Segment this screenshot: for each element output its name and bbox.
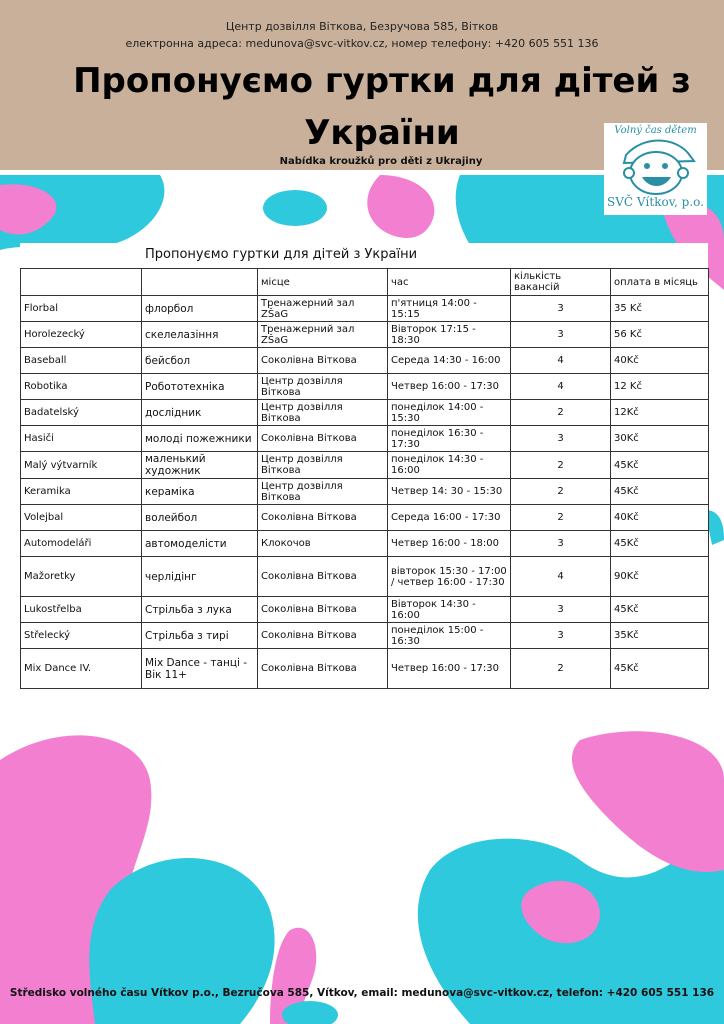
footer-contact: Středisko volného času Vítkov p.o., Bezručova 585, Vítkov, email: medunova@svc-vitkov.cz, telefon: +420 605 551 136 <box>9 987 715 999</box>
cell-vacancies: 3 <box>511 426 611 452</box>
cell-club-name-cz: Hasiči <box>21 426 142 452</box>
cell-place: Соколівна Віткова <box>258 426 388 452</box>
cell-club-name-cz: Florbal <box>21 296 142 322</box>
table-row <box>21 531 709 557</box>
cell-time: Вівторок 14:30 - 16:00 <box>388 597 511 623</box>
cell-club-name-cz: Automodeláři <box>21 531 142 557</box>
pink-blob-top-center <box>367 175 434 238</box>
cell-price: 45Kč <box>611 649 709 689</box>
table-row <box>21 400 709 426</box>
cell-vacancies: 3 <box>511 322 611 348</box>
logo-name: SVČ Vítkov, p.o. <box>606 195 704 209</box>
cell-club-name-ua: черлідінг <box>142 557 258 597</box>
cell-price: 12 Kč <box>611 374 709 400</box>
cell-time: Четвер 14: 30 - 15:30 <box>388 479 511 505</box>
page-subtitle: Nabídka kroužků pro děti z Ukrajiny <box>279 156 483 167</box>
table-row <box>21 505 709 531</box>
cell-time: Четвер 16:00 - 17:30 <box>388 374 511 400</box>
table-row <box>21 322 709 348</box>
cell-price: 90Kč <box>611 557 709 597</box>
cell-club-name-ua: кераміка <box>142 479 258 505</box>
cell-vacancies: 3 <box>511 597 611 623</box>
header-address: Центр дозвілля Віткова, Безручова 585, Вітков <box>225 20 499 33</box>
cell-vacancies: 2 <box>511 649 611 689</box>
cell-place: Клокочов <box>258 531 388 557</box>
cell-price: 30Kč <box>611 426 709 452</box>
logo-slogan: Volný čas dětem <box>614 125 697 136</box>
cell-price: 40Kč <box>611 505 709 531</box>
cell-vacancies: 3 <box>511 531 611 557</box>
cell-vacancies: 2 <box>511 479 611 505</box>
cell-club-name-cz: Střelecký <box>21 623 142 649</box>
cell-place: Центр дозвілля Віткова <box>258 374 388 400</box>
cell-price: 35 Kč <box>611 296 709 322</box>
cell-place: Соколівна Віткова <box>258 623 388 649</box>
cell-club-name-ua: бейсбол <box>142 348 258 374</box>
table-row <box>21 479 709 505</box>
cell-club-name-ua: Робототехніка <box>142 374 258 400</box>
cell-time: понеділок 16:30 - 17:30 <box>388 426 511 452</box>
cell-club-name-ua: Стрільба з лука <box>142 597 258 623</box>
cell-club-name-ua: скелелазіння <box>142 322 258 348</box>
table-row <box>21 557 709 597</box>
table-title: Пропонуємо гуртки для дітей з України <box>145 247 418 262</box>
cell-place: Центр дозвілля Віткова <box>258 400 388 426</box>
cell-club-name-ua: Стрільба з тирі <box>142 623 258 649</box>
table-header-row <box>21 269 709 296</box>
cell-club-name-ua: автомоделісти <box>142 531 258 557</box>
cell-price: 40Kč <box>611 348 709 374</box>
cell-club-name-cz: Keramika <box>21 479 142 505</box>
cell-place: Соколівна Віткова <box>258 649 388 689</box>
cell-club-name-ua: Mix Dance - танці - Вік 11+ <box>142 649 258 689</box>
cell-club-name-cz: Volejbal <box>21 505 142 531</box>
cell-price: 12Kč <box>611 400 709 426</box>
cell-vacancies: 2 <box>511 400 611 426</box>
cell-club-name-cz: Malý výtvarník <box>21 452 142 479</box>
cell-time: понеділок 15:00 - 16:30 <box>388 623 511 649</box>
cell-price: 35Kč <box>611 623 709 649</box>
cell-price: 45Kč <box>611 531 709 557</box>
header-cell-time: час <box>388 269 511 296</box>
cell-club-name-ua: маленький художник <box>142 452 258 479</box>
table-row <box>21 623 709 649</box>
pink-blob-bottom-right <box>572 731 724 872</box>
header-cell <box>142 269 258 296</box>
cell-time: Четвер 16:00 - 17:30 <box>388 649 511 689</box>
cell-price: 45Kč <box>611 479 709 505</box>
table-row <box>21 296 709 322</box>
cell-time: вівторок 15:30 - 17:00 / четвер 16:00 - 17:30 <box>388 557 511 597</box>
cell-place: Центр дозвілля Віткова <box>258 479 388 505</box>
cell-place: Соколівна Віткова <box>258 557 388 597</box>
cell-place: Соколівна Віткова <box>258 348 388 374</box>
cell-club-name-ua: волейбол <box>142 505 258 531</box>
header-cell-vacancies: кількість вакансій <box>511 269 611 296</box>
cell-club-name-cz: Badatelský <box>21 400 142 426</box>
page-title: Пропонуємо гуртки для дітей з України <box>73 61 691 153</box>
cell-place: Тренажерний зал ZŠaG <box>258 296 388 322</box>
cell-time: Середа 14:30 - 16:00 <box>388 348 511 374</box>
cell-club-name-cz: Robotika <box>21 374 142 400</box>
header-cell-place: місце <box>258 269 388 296</box>
cell-club-name-ua: дослідник <box>142 400 258 426</box>
table-row <box>21 374 709 400</box>
cyan-dot-top <box>263 190 327 226</box>
cell-vacancies: 3 <box>511 296 611 322</box>
cell-place: Центр дозвілля Віткова <box>258 452 388 479</box>
table-row <box>21 426 709 452</box>
cell-vacancies: 4 <box>511 348 611 374</box>
cell-price: 45Kč <box>611 452 709 479</box>
cell-vacancies: 3 <box>511 623 611 649</box>
table-row <box>21 452 709 479</box>
cell-place: Тренажерний зал ZŠaG <box>258 322 388 348</box>
cell-time: понеділок 14:00 - 15:30 <box>388 400 511 426</box>
cell-time: Середа 16:00 - 17:30 <box>388 505 511 531</box>
cell-vacancies: 4 <box>511 557 611 597</box>
cell-club-name-cz: Mažoretky <box>21 557 142 597</box>
cell-price: 45Kč <box>611 597 709 623</box>
header-cell-price: оплата в місяць <box>611 269 709 296</box>
cell-club-name-cz: Lukostřelba <box>21 597 142 623</box>
cell-place: Соколівна Віткова <box>258 597 388 623</box>
header-contact: електронна адреса: medunova@svc-vitkov.cz, номер телефону: +420 605 551 136 <box>125 37 599 50</box>
header-cell <box>21 269 142 296</box>
cell-vacancies: 2 <box>511 505 611 531</box>
cell-time: Четвер 16:00 - 18:00 <box>388 531 511 557</box>
cell-club-name-cz: Mix Dance IV. <box>21 649 142 689</box>
table-row <box>21 348 709 374</box>
cell-time: понеділок 14:30 - 16:00 <box>388 452 511 479</box>
cell-vacancies: 4 <box>511 374 611 400</box>
cell-club-name-cz: Baseball <box>21 348 142 374</box>
table-row <box>21 597 709 623</box>
cell-time: Вівторок 17:15 - 18:30 <box>388 322 511 348</box>
clubs-table <box>20 268 709 689</box>
cell-club-name-ua: молоді пожежники <box>142 426 258 452</box>
cell-vacancies: 2 <box>511 452 611 479</box>
cell-club-name-cz: Horolezecký <box>21 322 142 348</box>
cell-club-name-ua: флорбол <box>142 296 258 322</box>
cell-place: Соколівна Віткова <box>258 505 388 531</box>
svc-logo <box>604 123 707 215</box>
cell-time: п'ятниця 14:00 - 15:15 <box>388 296 511 322</box>
cell-price: 56 Kč <box>611 322 709 348</box>
table-row <box>21 649 709 689</box>
